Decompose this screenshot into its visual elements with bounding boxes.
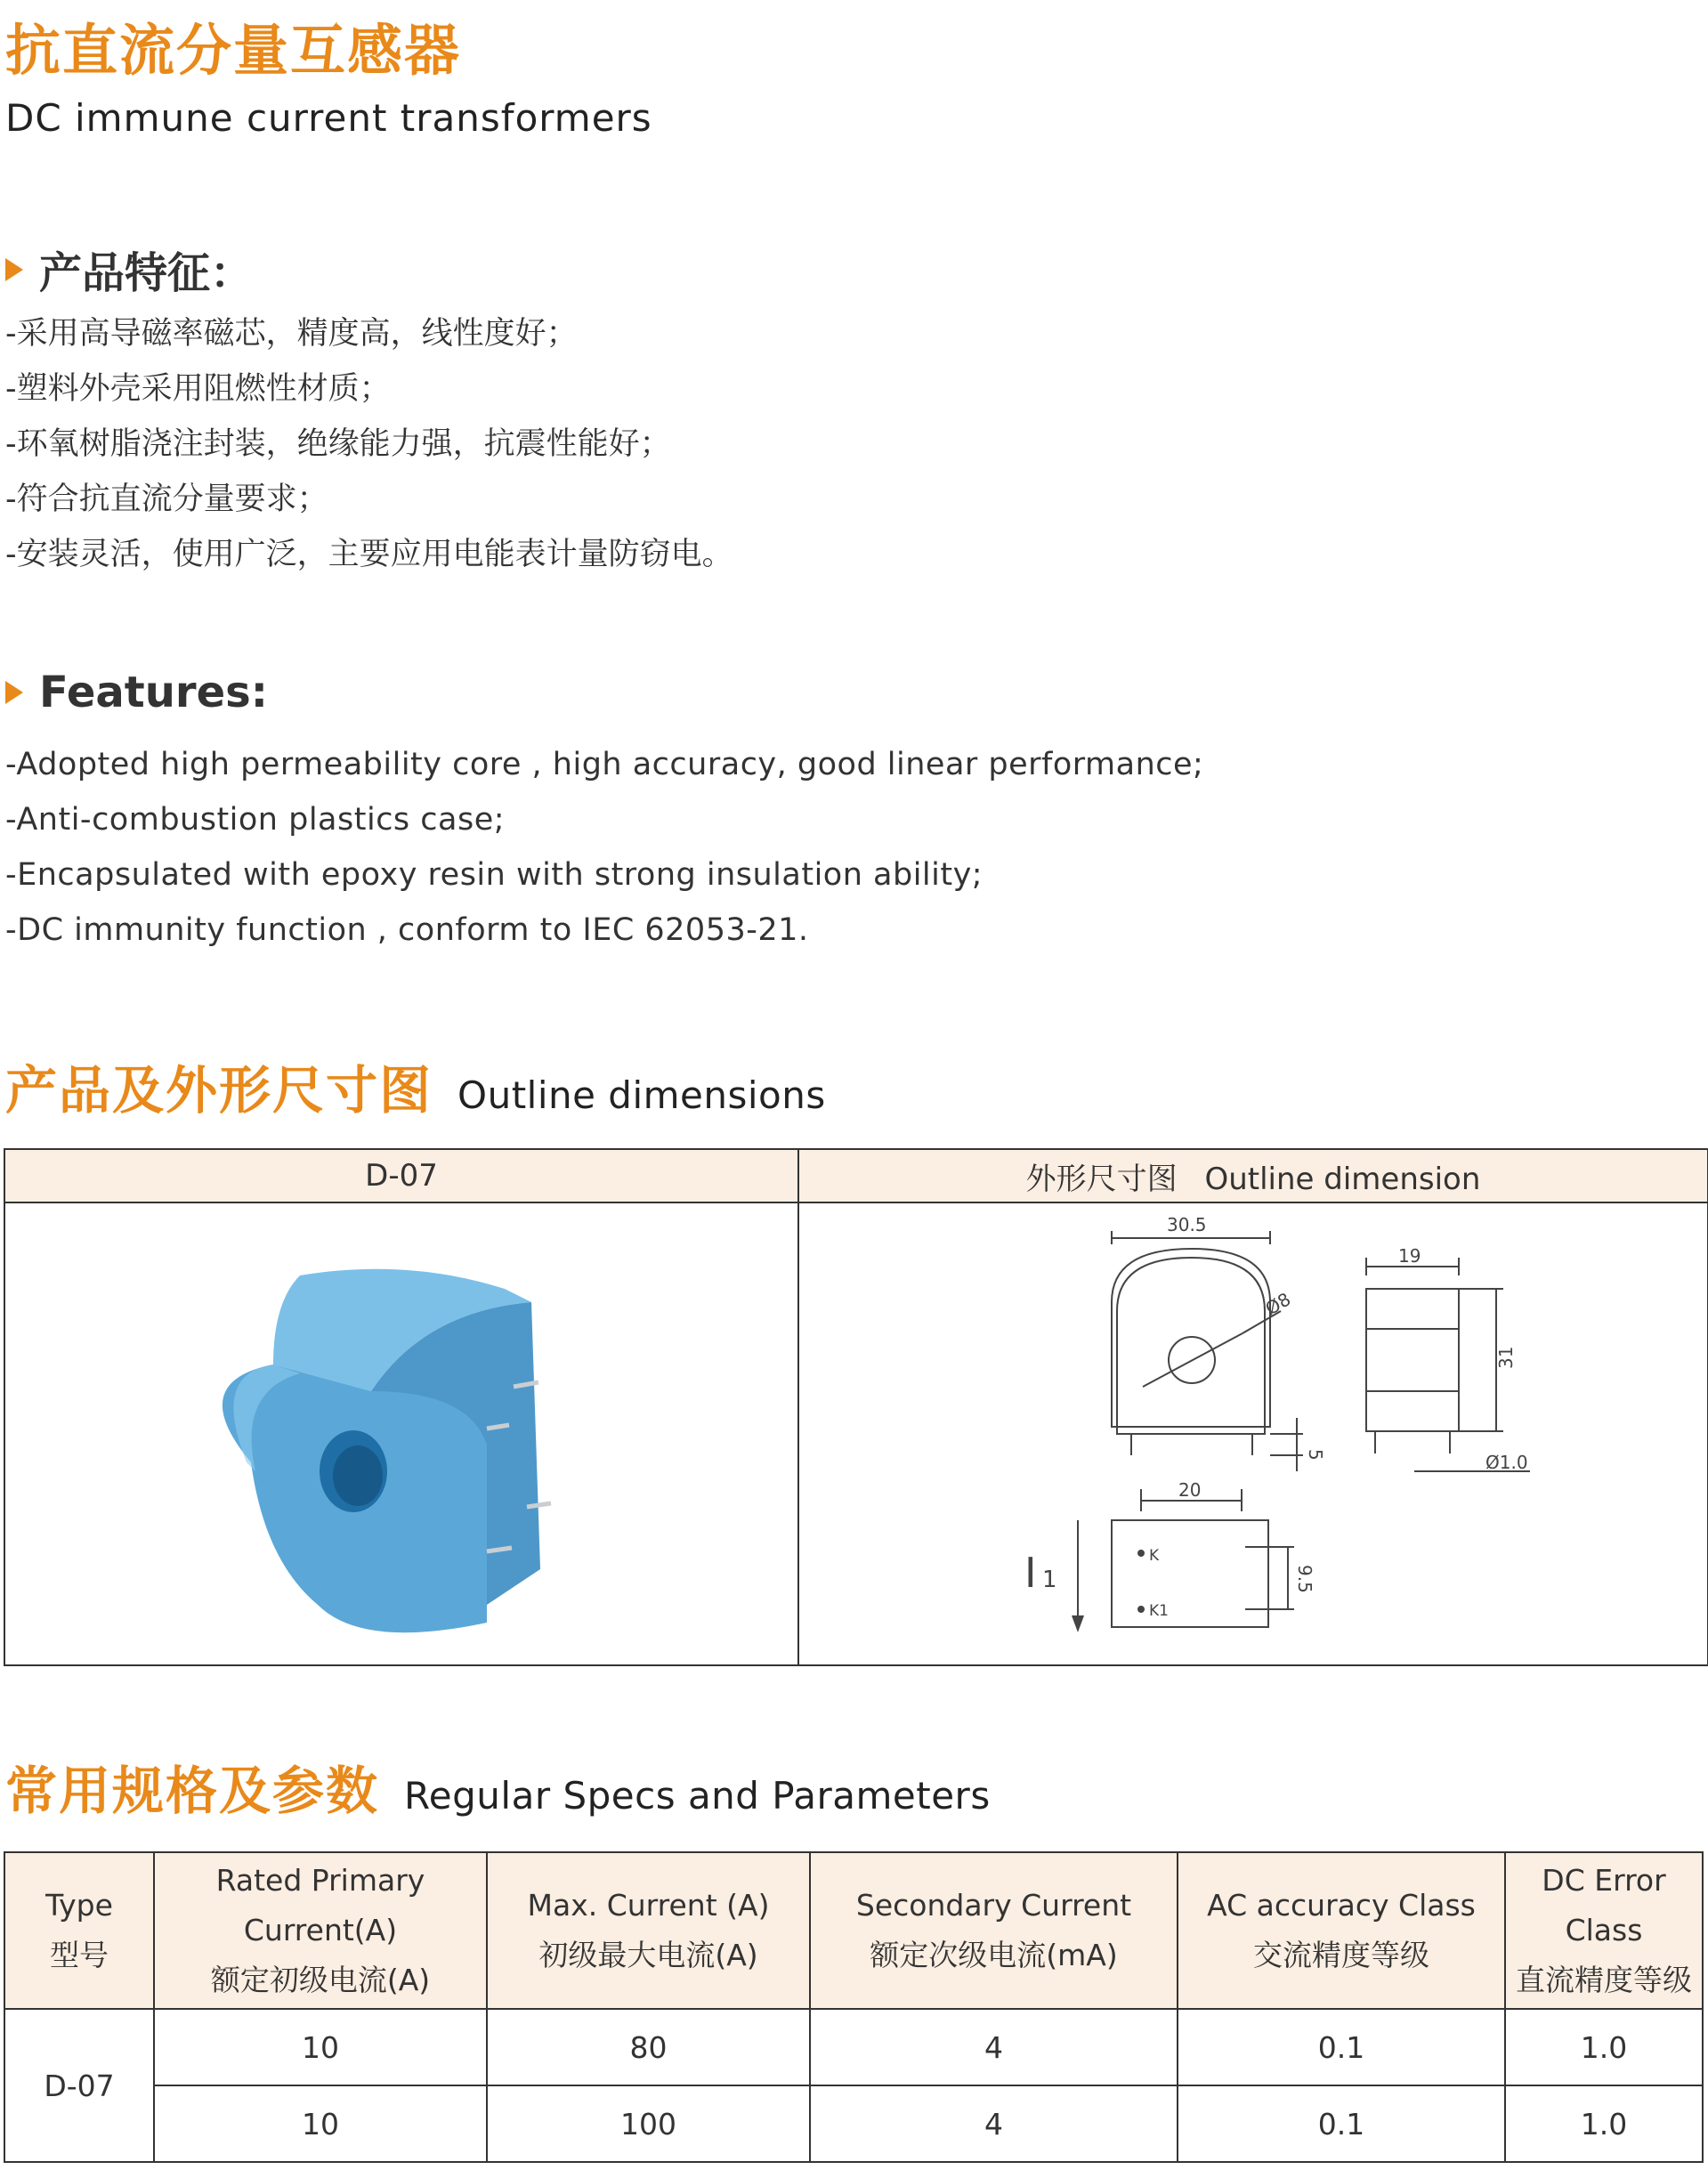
features-en-list: [5, 737, 1203, 958]
page-title-cn: 抗直流分量互感器: [5, 18, 462, 83]
features-cn-heading: [5, 239, 253, 300]
outline-table: [4, 1148, 1708, 1666]
pin-k1-label: K1: [1149, 1602, 1169, 1620]
outline-drawing: [800, 1204, 1706, 1660]
header-line: Current(A): [243, 1913, 398, 1947]
dim-depth-label: 19: [1398, 1245, 1421, 1267]
features-cn-list: [5, 306, 733, 582]
header-line: Max. Current (A): [527, 1888, 770, 1923]
header-line: DC Error Class: [1542, 1863, 1666, 1947]
features-en-heading-text: Features:: [39, 668, 268, 717]
header-line: AC accuracy Class: [1207, 1888, 1476, 1923]
list-item: -DC immunity function , conform to IEC 62053-21.: [5, 912, 809, 948]
header-line: 初级最大电流(A): [538, 1938, 758, 1972]
table-cell: 1.0: [1505, 2085, 1703, 2162]
table-row: [4, 2085, 1703, 2162]
specs-table: [4, 1851, 1704, 2163]
specs-col-dc-error: [1505, 1852, 1703, 2009]
dim-height-label: 31: [1495, 1346, 1517, 1369]
header-line: 额定初级电流(A): [210, 1963, 431, 1997]
specs-heading-en: Regular Specs and Parameters: [404, 1774, 991, 1818]
table-cell: 80: [487, 2009, 810, 2085]
header-line: Rated Primary: [215, 1863, 425, 1898]
current-direction-subscript: 1: [1042, 1567, 1057, 1593]
header-line: 型号: [50, 1938, 109, 1972]
outline-heading: [5, 1049, 826, 1123]
product-image-cell: [4, 1202, 798, 1665]
header-line: 直流精度等级: [1516, 1963, 1692, 1997]
specs-col-type: [4, 1852, 154, 2009]
table-cell: 10: [154, 2009, 487, 2085]
table-cell: 4: [810, 2009, 1178, 2085]
table-row: [4, 2009, 1703, 2085]
header-line: 额定次级电流(mA): [870, 1938, 1118, 1972]
list-item: -Anti-combustion plastics case;: [5, 802, 506, 838]
table-cell: 10: [154, 2085, 487, 2162]
specs-col-secondary-current: [810, 1852, 1178, 2009]
product-photo: [6, 1204, 797, 1660]
list-item: -采用高导磁率磁芯，精度高，线性度好；: [5, 316, 578, 352]
outline-heading-cn: 产品及外形尺寸图: [5, 1060, 433, 1121]
dim-pin-diameter-label: Ø1.0: [1485, 1452, 1528, 1473]
current-direction-label: I: [1024, 1549, 1037, 1597]
specs-col-max-current: [487, 1852, 810, 2009]
table-cell: 1.0: [1505, 2009, 1703, 2085]
table-cell: 4: [810, 2085, 1178, 2162]
outline-col-dimension-en: Outline dimension: [1204, 1161, 1481, 1197]
header-line: Type: [45, 1888, 113, 1923]
dim-width-label: 30.5: [1167, 1214, 1207, 1235]
list-item: -符合抗直流分量要求；: [5, 482, 328, 517]
table-cell: 100: [487, 2085, 810, 2162]
outline-col-model: D-07: [4, 1149, 798, 1202]
header-line: 交流精度等级: [1253, 1938, 1429, 1972]
features-en-heading: [5, 668, 268, 717]
outline-drawing-cell: [798, 1202, 1708, 1665]
page-title-en: DC immune current transformers: [5, 96, 652, 140]
list-item: -Encapsulated with epoxy resin with strong insulation ability;: [5, 857, 984, 893]
outline-col-dimension-cn: 外形尺寸图: [1025, 1161, 1178, 1197]
features-cn-heading-text: 产品特征：: [39, 248, 254, 298]
list-item: -环氧树脂浇注封装，绝缘能力强，抗震性能好；: [5, 426, 671, 462]
specs-heading: [5, 1749, 991, 1824]
list-item: -安装灵活，使用广泛，主要应用电能表计量防窃电。: [5, 537, 733, 572]
specs-heading-cn: 常用规格及参数: [5, 1761, 380, 1821]
list-item: -塑料外壳采用阻燃性材质；: [5, 371, 391, 407]
list-item: -Adopted high permeability core , high accuracy, good linear performance;: [5, 747, 1204, 782]
table-cell: 0.1: [1178, 2085, 1505, 2162]
dim-pin-length-label: 5: [1305, 1449, 1326, 1461]
dim-pin-row-label: 9.5: [1294, 1565, 1315, 1593]
specs-col-ac-accuracy: [1178, 1852, 1505, 2009]
outline-heading-en: Outline dimensions: [457, 1073, 826, 1117]
triangle-bullet-icon: [5, 681, 23, 704]
table-cell: 0.1: [1178, 2009, 1505, 2085]
specs-col-rated-primary: [154, 1852, 487, 2009]
dim-pin-spacing-label: 20: [1178, 1479, 1202, 1501]
triangle-bullet-icon: [5, 258, 23, 281]
header-line: Secondary Current: [855, 1888, 1132, 1923]
pin-k-label: K: [1149, 1547, 1160, 1565]
dim-hole-label: Ø8: [1261, 1288, 1295, 1320]
outline-col-dimension: [798, 1149, 1708, 1202]
specs-type-cell: D-07: [4, 2009, 154, 2162]
